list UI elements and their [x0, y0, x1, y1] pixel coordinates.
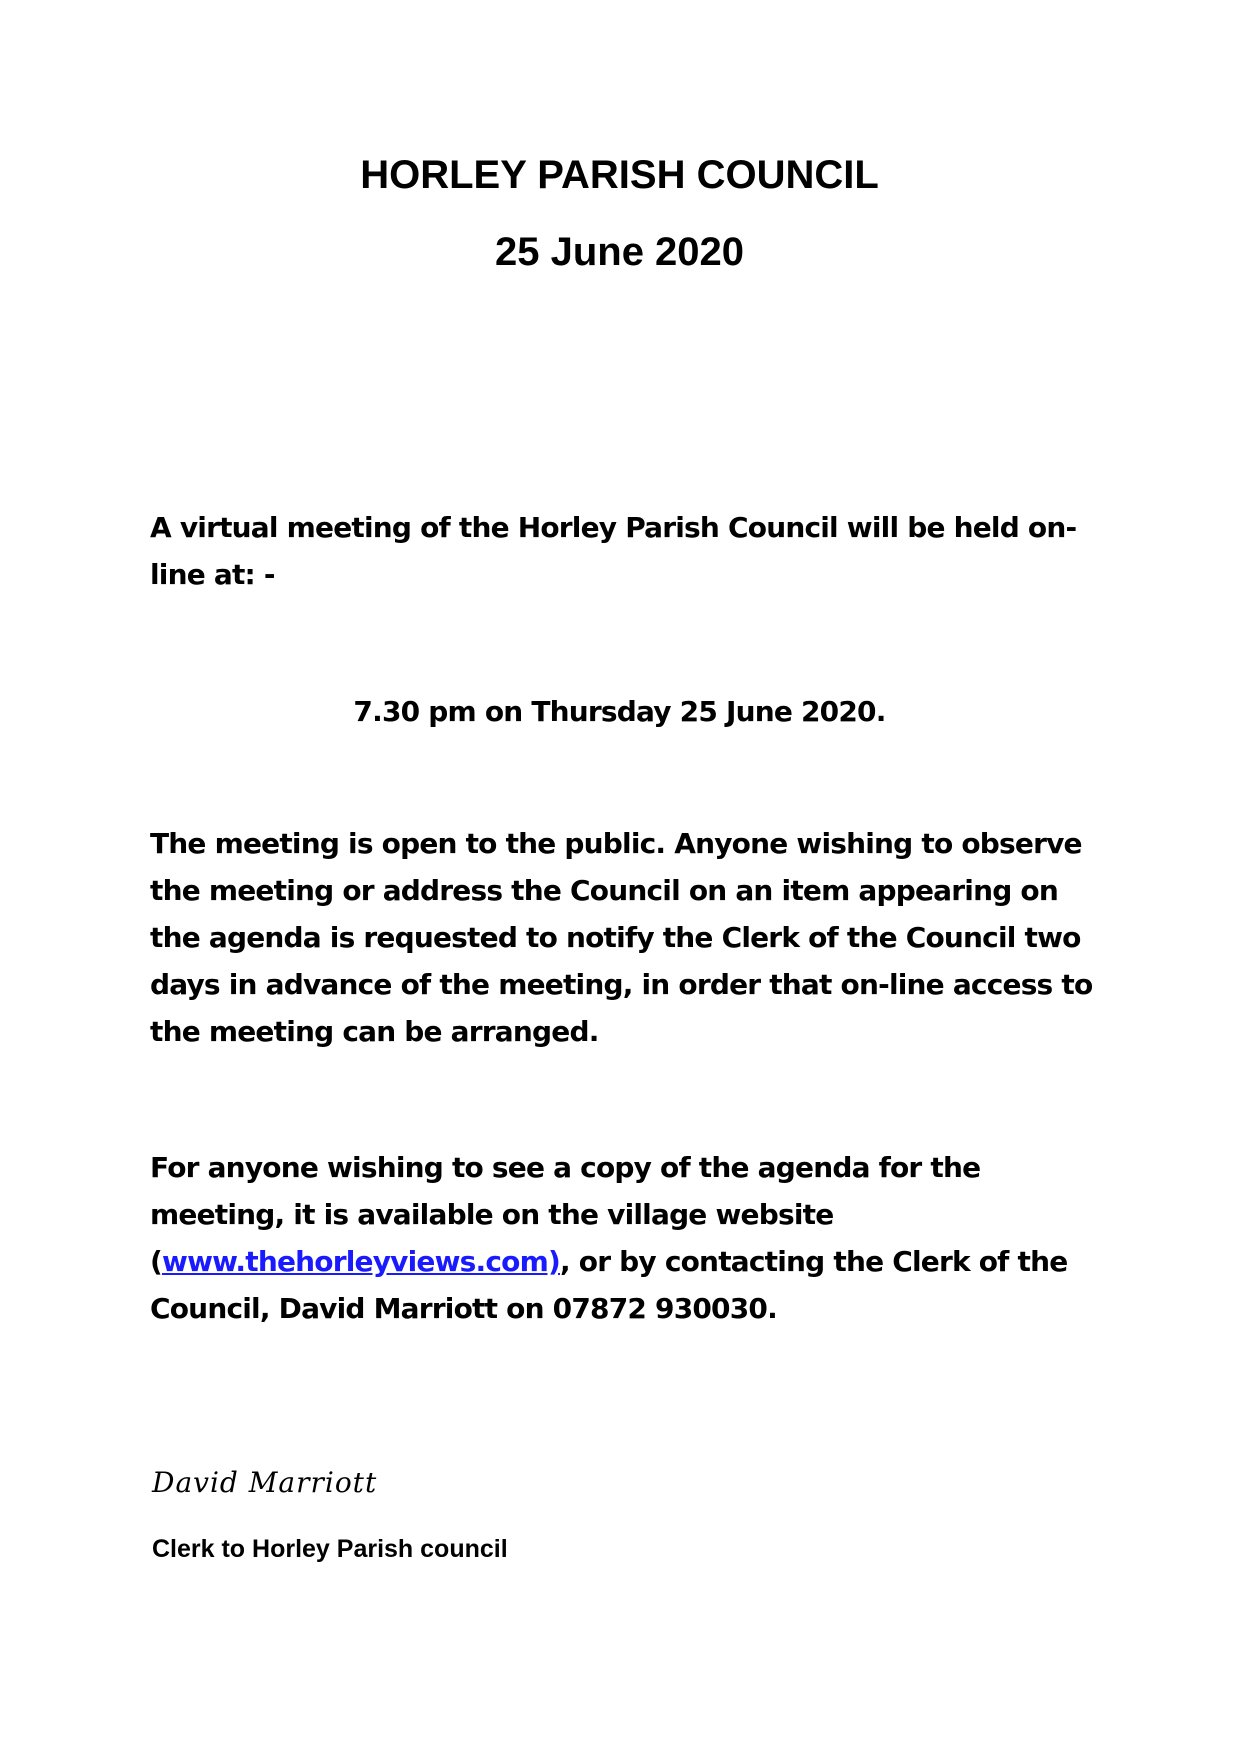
- meeting-date: 25 June 2020: [494, 230, 745, 274]
- council-title: HORLEY PARISH COUNCIL: [360, 153, 879, 197]
- agenda-text-before-link: For anyone wishing to see a copy of the agenda for the meeting, it is available on the village website (: [150, 1151, 981, 1278]
- agenda-paragraph: [150, 1144, 1100, 1332]
- meeting-time: 7.30 pm on Thursday 25 June 2020.: [353, 695, 886, 728]
- website-link[interactable]: www.thehorleyviews.com): [162, 1245, 560, 1278]
- intro-paragraph: A virtual meeting of the Horley Parish Council will be held on-line at: -: [150, 511, 1077, 591]
- signatory-title: Clerk to Horley Parish council: [152, 1535, 508, 1563]
- public-access-paragraph: The meeting is open to the public. Anyone wishing to observe the meeting or address the Council on an item appearing on the agenda is requested to notify the Clerk of the Council two days in advance of the meeting, in order that on-line access to the meeting can be arranged.: [150, 827, 1093, 1048]
- signature: David Marriott: [152, 1466, 378, 1499]
- agenda-text-after-link: , or by contacting the Clerk of the Council, David Marriott on 07872 930030.: [150, 1245, 1068, 1325]
